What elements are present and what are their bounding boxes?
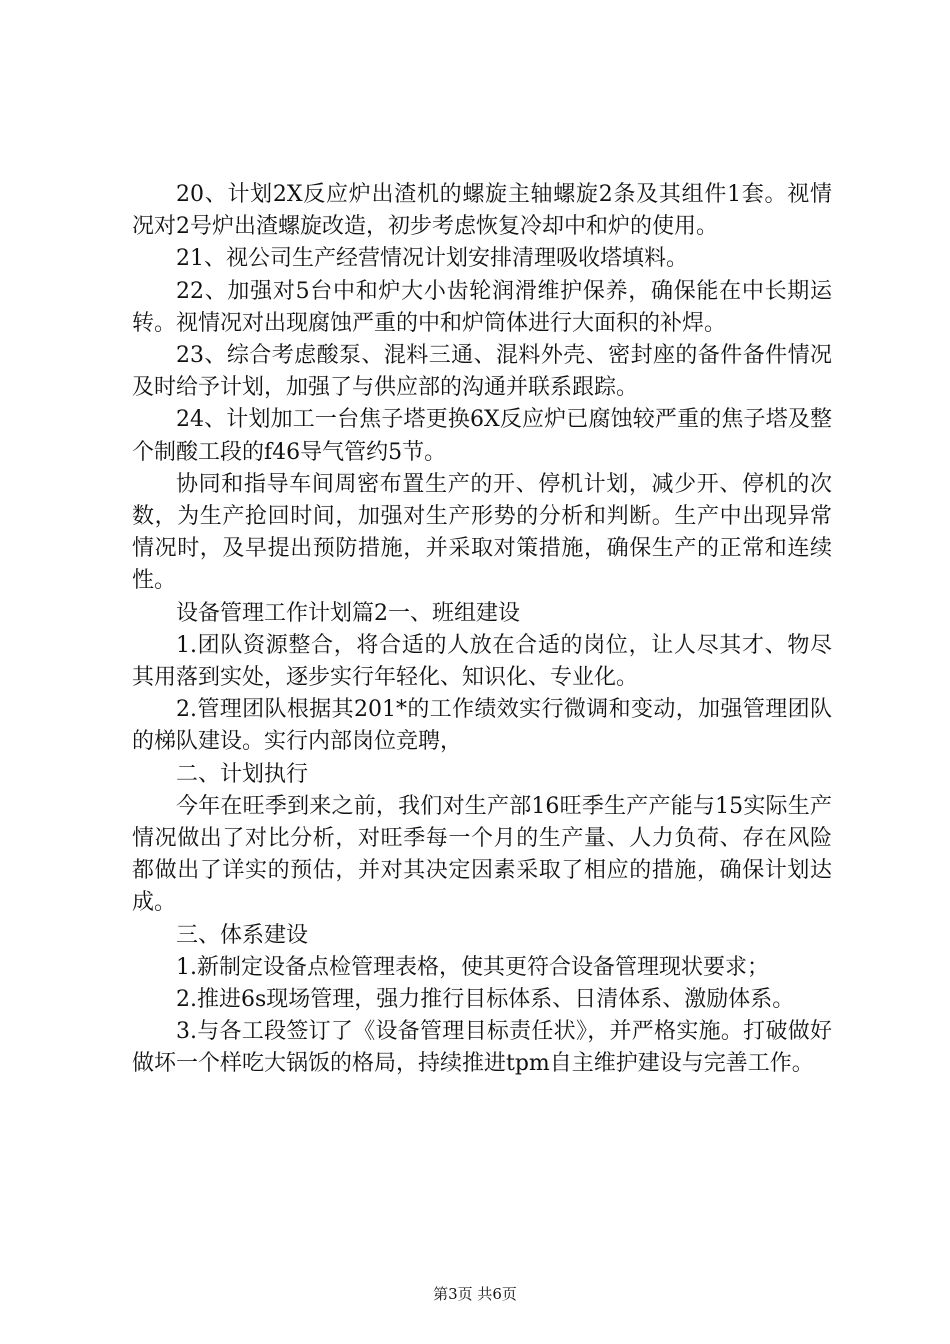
section-heading: 二、计划执行 bbox=[176, 761, 309, 787]
paragraph: 1.新制定设备点检管理表格，使其更符合设备管理现状要求； bbox=[176, 954, 769, 980]
paragraph: 今年在旺季到来之前，我们对生产部16旺季生产产能与15实际生产情况做出了对比分析，对旺季每一个月的生产量、人力负荷、存在风险都做出了详实的预估，并对其决定因素采取了相应的措施，确保计划达成。 bbox=[132, 793, 832, 916]
section-heading: 三、体系建设 bbox=[176, 922, 309, 948]
section-heading: 设备管理工作计划篇2一、班组建设 bbox=[176, 600, 520, 626]
paragraph: 24、计划加工一台焦子塔更换6X反应炉已腐蚀较严重的焦子塔及整个制酸工段的f46导气管约5节。 bbox=[132, 407, 832, 465]
paragraph: 2.推进6s现场管理，强力推行目标体系、日清体系、激励体系。 bbox=[176, 987, 795, 1013]
paragraph: 1.团队资源整合，将合适的人放在合适的岗位，让人尽其才、物尽其用落到实处，逐步实行年轻化、知识化、专业化。 bbox=[132, 632, 832, 691]
paragraph: 2.管理团队根据其201*的工作绩效实行微调和变动，加强管理团队的梯队建设。实行内部岗位竞聘， bbox=[132, 697, 832, 755]
paragraph: 21、视公司生产经营情况计划安排清理吸收塔填料。 bbox=[176, 246, 688, 272]
paragraph: 22、加强对5台中和炉大小齿轮润滑维护保养，确保能在中长期运转。视情况对出现腐蚀严重的中和炉筒体进行大面积的补焊。 bbox=[132, 278, 832, 336]
paragraph: 3.与各工段签订了《设备管理目标责任状》，并严格实施。打破做好做坏一个样吃大锅饭的格局，持续推进tpm自主维护建设与完善工作。 bbox=[132, 1019, 832, 1077]
page-number-footer: 第3页 共6页 bbox=[433, 1285, 517, 1303]
paragraph: 23、综合考虑酸泵、混料三通、混料外壳、密封座的备件备件情况及时给予计划，加强了与供应部的沟通并联系跟踪。 bbox=[132, 343, 832, 401]
paragraph: 协同和指导车间周密布置生产的开、停机计划，减少开、停机的次数，为生产抢回时间，加强对生产形势的分析和判断。生产中出现异常情况时，及早提出预防措施，并采取对策措施，确保生产的正常和连续性。 bbox=[132, 471, 832, 594]
paragraph: 20、计划2X反应炉出渣机的螺旋主轴螺旋2条及其组件1套。视情况对2号炉出渣螺旋改造，初步考虑恢复冷却中和炉的使用。 bbox=[132, 182, 832, 240]
document-body bbox=[132, 179, 832, 1081]
